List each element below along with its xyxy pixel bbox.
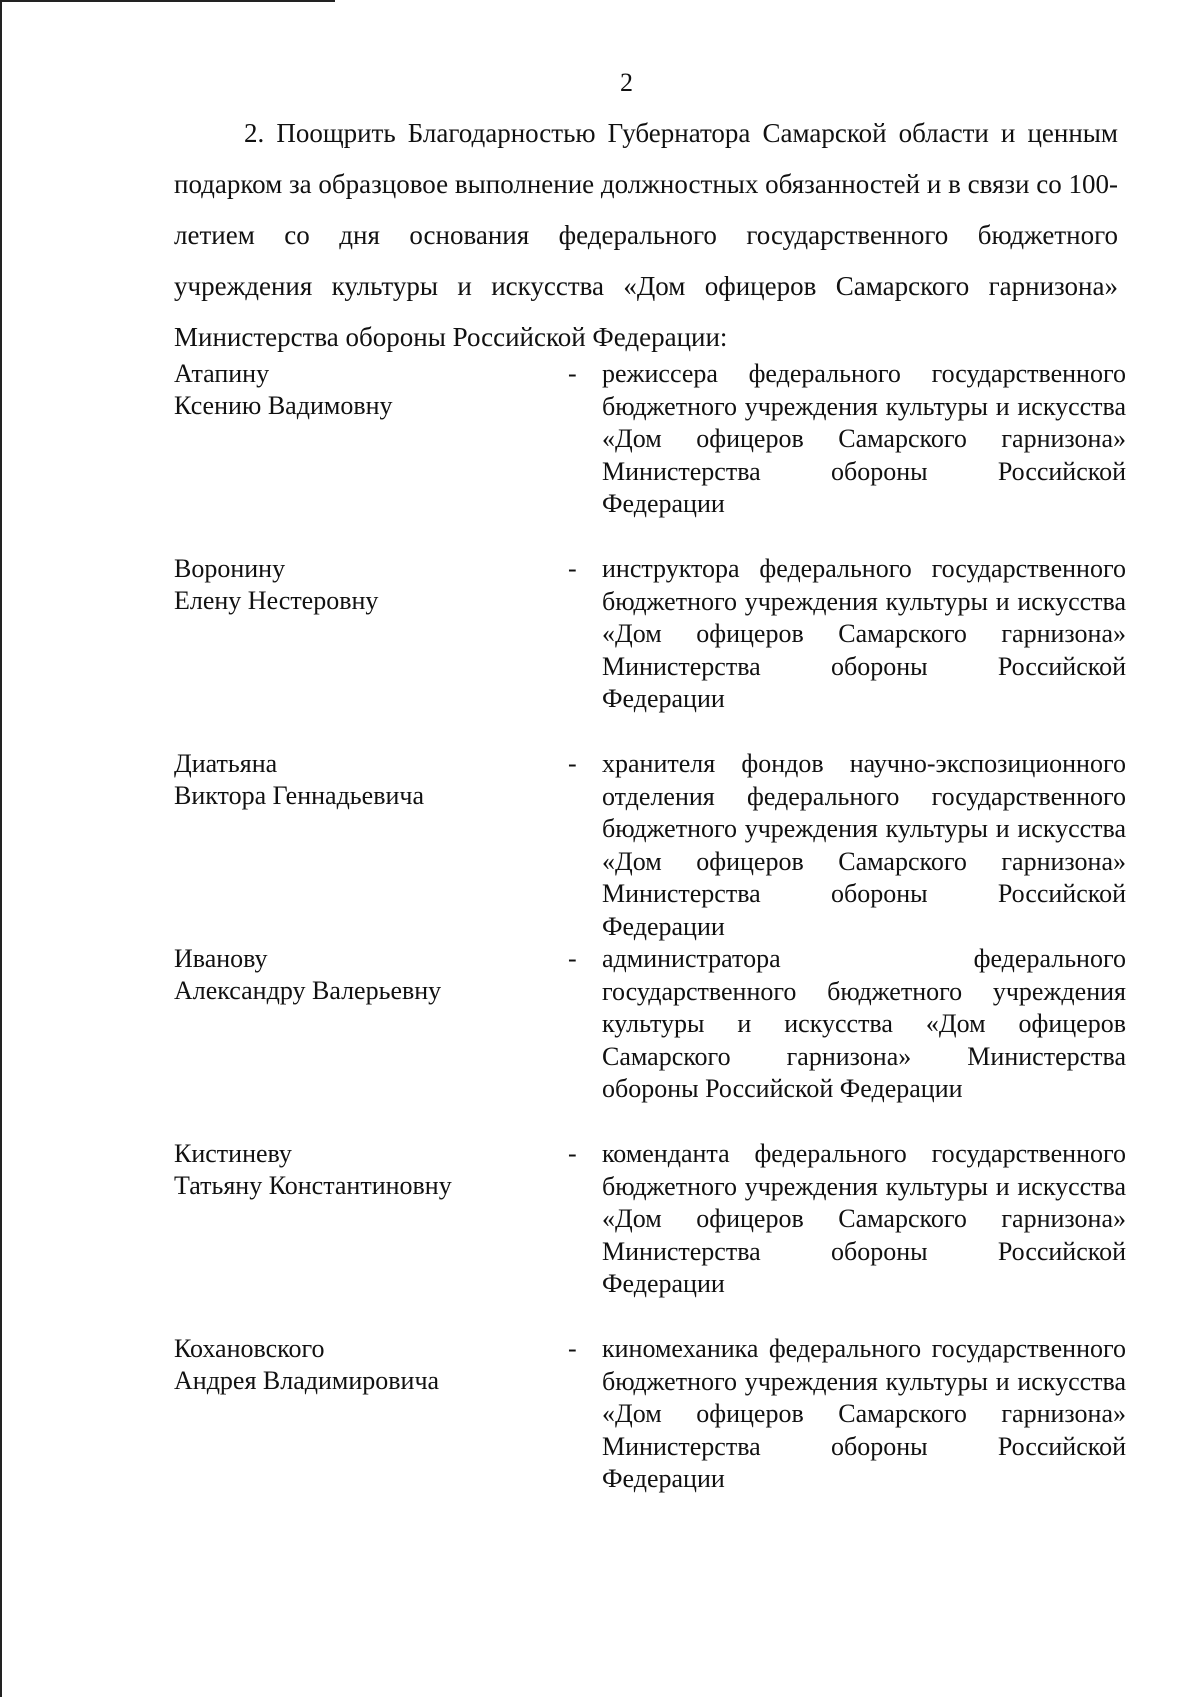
recipient-given-name: Татьяну Константиновну xyxy=(174,1171,452,1200)
page-border-top xyxy=(0,0,335,2)
recipient-position: коменданта федерального государственного бюджетного учреждения культуры и искусства «Дом офицеров Самарского гарнизона» Министерства обороны Российской Федерации xyxy=(602,1139,1126,1298)
recipient-given-name: Андрея Владимировича xyxy=(174,1366,440,1395)
recipient-name xyxy=(174,358,554,422)
recipient-surname: Атапину xyxy=(174,359,270,388)
dash-separator: - xyxy=(568,1334,577,1363)
list-item xyxy=(174,748,1126,943)
recipient-position: инструктора федерального государственного бюджетного учреждения культуры и искусства «Дом офицеров Самарского гарнизона» Министерства обороны Российской Федерации xyxy=(602,554,1126,713)
recipient-position: администратора федерального государственного бюджетного учреждения культуры и искусства «Дом офицеров Самарского гарнизона» Министерства обороны Российской Федерации xyxy=(602,944,1126,1103)
recipient-given-name: Елену Нестеровну xyxy=(174,586,379,615)
list-item xyxy=(174,358,1126,553)
recipient-surname: Кохановского xyxy=(174,1334,325,1363)
list-item xyxy=(174,1333,1126,1528)
dash-separator: - xyxy=(568,944,577,973)
list-item xyxy=(174,1138,1126,1333)
dash-separator: - xyxy=(568,359,577,388)
recipient-name xyxy=(174,1138,554,1202)
recipient-surname: Диатьяна xyxy=(174,749,278,778)
list-item xyxy=(174,943,1126,1138)
recipient-name xyxy=(174,553,554,617)
recipient-name xyxy=(174,748,554,812)
recipient-surname: Иванову xyxy=(174,944,268,973)
recipients-list xyxy=(174,358,1126,1528)
recipient-position: киномеханика федерального государственного бюджетного учреждения культуры и искусства «Дом офицеров Самарского гарнизона» Министерства обороны Российской Федерации xyxy=(602,1334,1126,1493)
recipient-given-name: Александру Валерьевну xyxy=(174,976,442,1005)
page-border-left xyxy=(0,0,2,1697)
recipient-surname: Воронину xyxy=(174,554,286,583)
recipient-given-name: Ксению Вадимовну xyxy=(174,391,393,420)
dash-separator: - xyxy=(568,554,577,583)
recipient-given-name: Виктора Геннадьевича xyxy=(174,781,424,810)
recipient-name xyxy=(174,1333,554,1397)
dash-separator: - xyxy=(568,749,577,778)
recipient-surname: Кистиневу xyxy=(174,1139,292,1168)
intro-paragraph: 2. Поощрить Благодарностью Губернатора Самарской области и ценным подарком за образцовое выполнение должностных обязанностей и в связи со 100-летием со дня основания федерального государственного бюджетного учреждения культуры и искусства «Дом офицеров Самарского гарнизона» Министерства обороны Российской Федерации: xyxy=(174,118,1118,352)
dash-separator: - xyxy=(568,1139,577,1168)
list-item xyxy=(174,553,1126,748)
recipient-position: хранителя фондов научно-экспозиционного отделения федерального государственного бюджетного учреждения культуры и искусства «Дом офицеров Самарского гарнизона» Министерства обороны Российской Федерации xyxy=(602,749,1126,941)
page-number: 2 xyxy=(620,68,633,97)
recipient-name xyxy=(174,943,554,1007)
recipient-position: режиссера федерального государственного бюджетного учреждения культуры и искусства «Дом офицеров Самарского гарнизона» Министерства обороны Российской Федерации xyxy=(602,359,1126,518)
